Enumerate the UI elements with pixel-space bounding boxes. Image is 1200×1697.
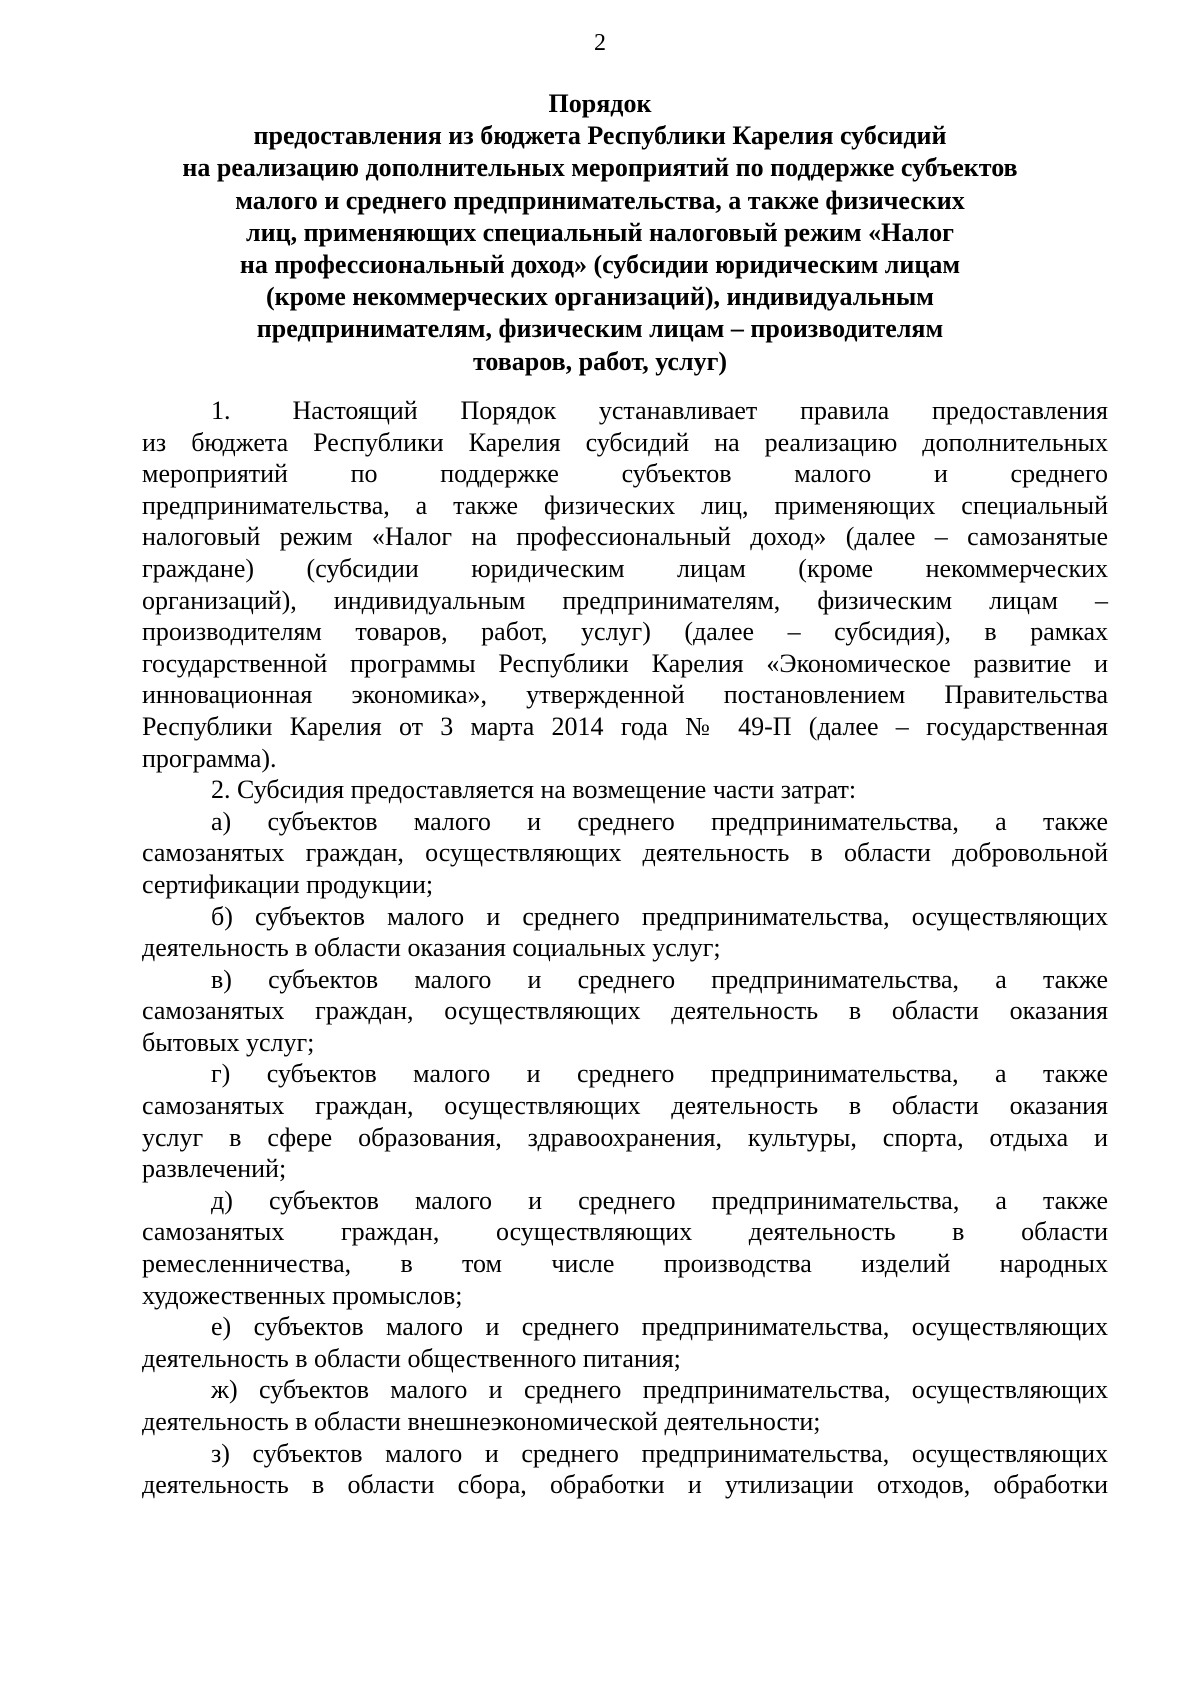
item-z-line: деятельность в области сбора, обработки и утилизации отходов, обработки xyxy=(142,1470,1108,1500)
page-number: 2 xyxy=(594,30,606,56)
item-v-line: самозанятых граждан, осуществляющих деятельность в области оказания xyxy=(142,996,1108,1026)
paragraph-2: 2. Субсидия предоставляется на возмещение части затрат: xyxy=(211,775,857,805)
document-body xyxy=(142,395,1108,1501)
title-line: предоставления из бюджета Республики Карелия субсидий xyxy=(253,121,947,151)
item-g-line: услуг в сфере образования, здравоохранения, культуры, спорта, отдыха и xyxy=(142,1122,1108,1152)
item-g-line: г) субъектов малого и среднего предпринимательства, а также xyxy=(211,1059,1108,1089)
body-line: предпринимательства, а также физических лиц, применяющих специальный xyxy=(142,490,1108,520)
body-line: из бюджета Республики Карелия субсидий на реализацию дополнительных xyxy=(142,427,1108,457)
item-z-line: з) субъектов малого и среднего предпринимательства, осуществляющих xyxy=(211,1438,1108,1468)
title-line: на реализацию дополнительных мероприятий по поддержке субъектов xyxy=(182,153,1018,183)
item-b-line: деятельность в области оказания социальных услуг; xyxy=(142,933,721,963)
item-b-line: б) субъектов малого и среднего предпринимательства, осуществляющих xyxy=(211,901,1108,931)
item-g-line: самозанятых граждан, осуществляющих деятельность в области оказания xyxy=(142,1091,1108,1121)
item-d-line: д) субъектов малого и среднего предпринимательства, а также xyxy=(211,1185,1108,1215)
item-v-line: в) субъектов малого и среднего предпринимательства, а также xyxy=(211,964,1108,994)
body-line: производителям товаров, работ, услуг) (далее – субсидия), в рамках xyxy=(142,617,1108,647)
body-line: программа). xyxy=(142,743,277,773)
title-line: малого и среднего предпринимательства, а также физических xyxy=(235,185,965,215)
title-line: лиц, применяющих специальный налоговый режим «Налог xyxy=(246,217,954,247)
title-line: Порядок xyxy=(548,89,652,118)
body-line: Республики Карелия от 3 марта 2014 года № 49-П (далее – государственная xyxy=(142,711,1108,741)
title-line: предпринимателям, физическим лицам – производителям xyxy=(256,314,944,344)
body-line: государственной программы Республики Карелия «Экономическое развитие и xyxy=(142,648,1108,678)
item-zh-line: деятельность в области внешнеэкономической деятельности; xyxy=(142,1407,821,1436)
item-e-line: е) субъектов малого и среднего предпринимательства, осуществляющих xyxy=(211,1312,1108,1342)
body-line: граждане) (субсидии юридическим лицам (кроме некоммерческих xyxy=(142,553,1108,583)
body-line-text: Настоящий Порядок устанавливает правила предоставления xyxy=(292,396,1108,425)
body-line: инновационная экономика», утвержденной постановлением Правительства xyxy=(142,680,1108,710)
title-line: товаров, работ, услуг) xyxy=(472,346,728,376)
document-title xyxy=(150,88,1050,378)
paragraph-number: 1. xyxy=(211,396,231,425)
paragraph-1-first-line xyxy=(142,395,1108,427)
title-line: (кроме некоммерческих организаций), индивидуальным xyxy=(265,282,935,312)
title-line: на профессиональный доход» (субсидии юридическим лицам xyxy=(239,250,961,280)
item-a-line: а) субъектов малого и среднего предпринимательства, а также xyxy=(211,806,1108,836)
body-line: организаций), индивидуальным предпринимателям, физическим лицам – xyxy=(142,585,1108,615)
item-d-line: самозанятых граждан, осуществляющих деятельность в области xyxy=(142,1217,1108,1247)
item-a-line: сертификации продукции; xyxy=(142,869,434,899)
item-v-line: бытовых услуг; xyxy=(142,1027,315,1057)
item-d-line: художественных промыслов; xyxy=(142,1280,463,1310)
body-line: налоговый режим «Налог на профессиональный доход» (далее – самозанятые xyxy=(142,522,1108,552)
item-e-line: деятельность в области общественного питания; xyxy=(142,1343,681,1373)
item-g-line: развлечений; xyxy=(142,1154,287,1184)
item-d-line: ремесленничества, в том числе производства изделий народных xyxy=(142,1249,1108,1279)
item-zh-line: ж) субъектов малого и среднего предпринимательства, осуществляющих xyxy=(211,1375,1108,1405)
body-line: мероприятий по поддержке субъектов малого и среднего xyxy=(142,459,1108,489)
item-a-line: самозанятых граждан, осуществляющих деятельность в области добровольной xyxy=(142,838,1108,868)
